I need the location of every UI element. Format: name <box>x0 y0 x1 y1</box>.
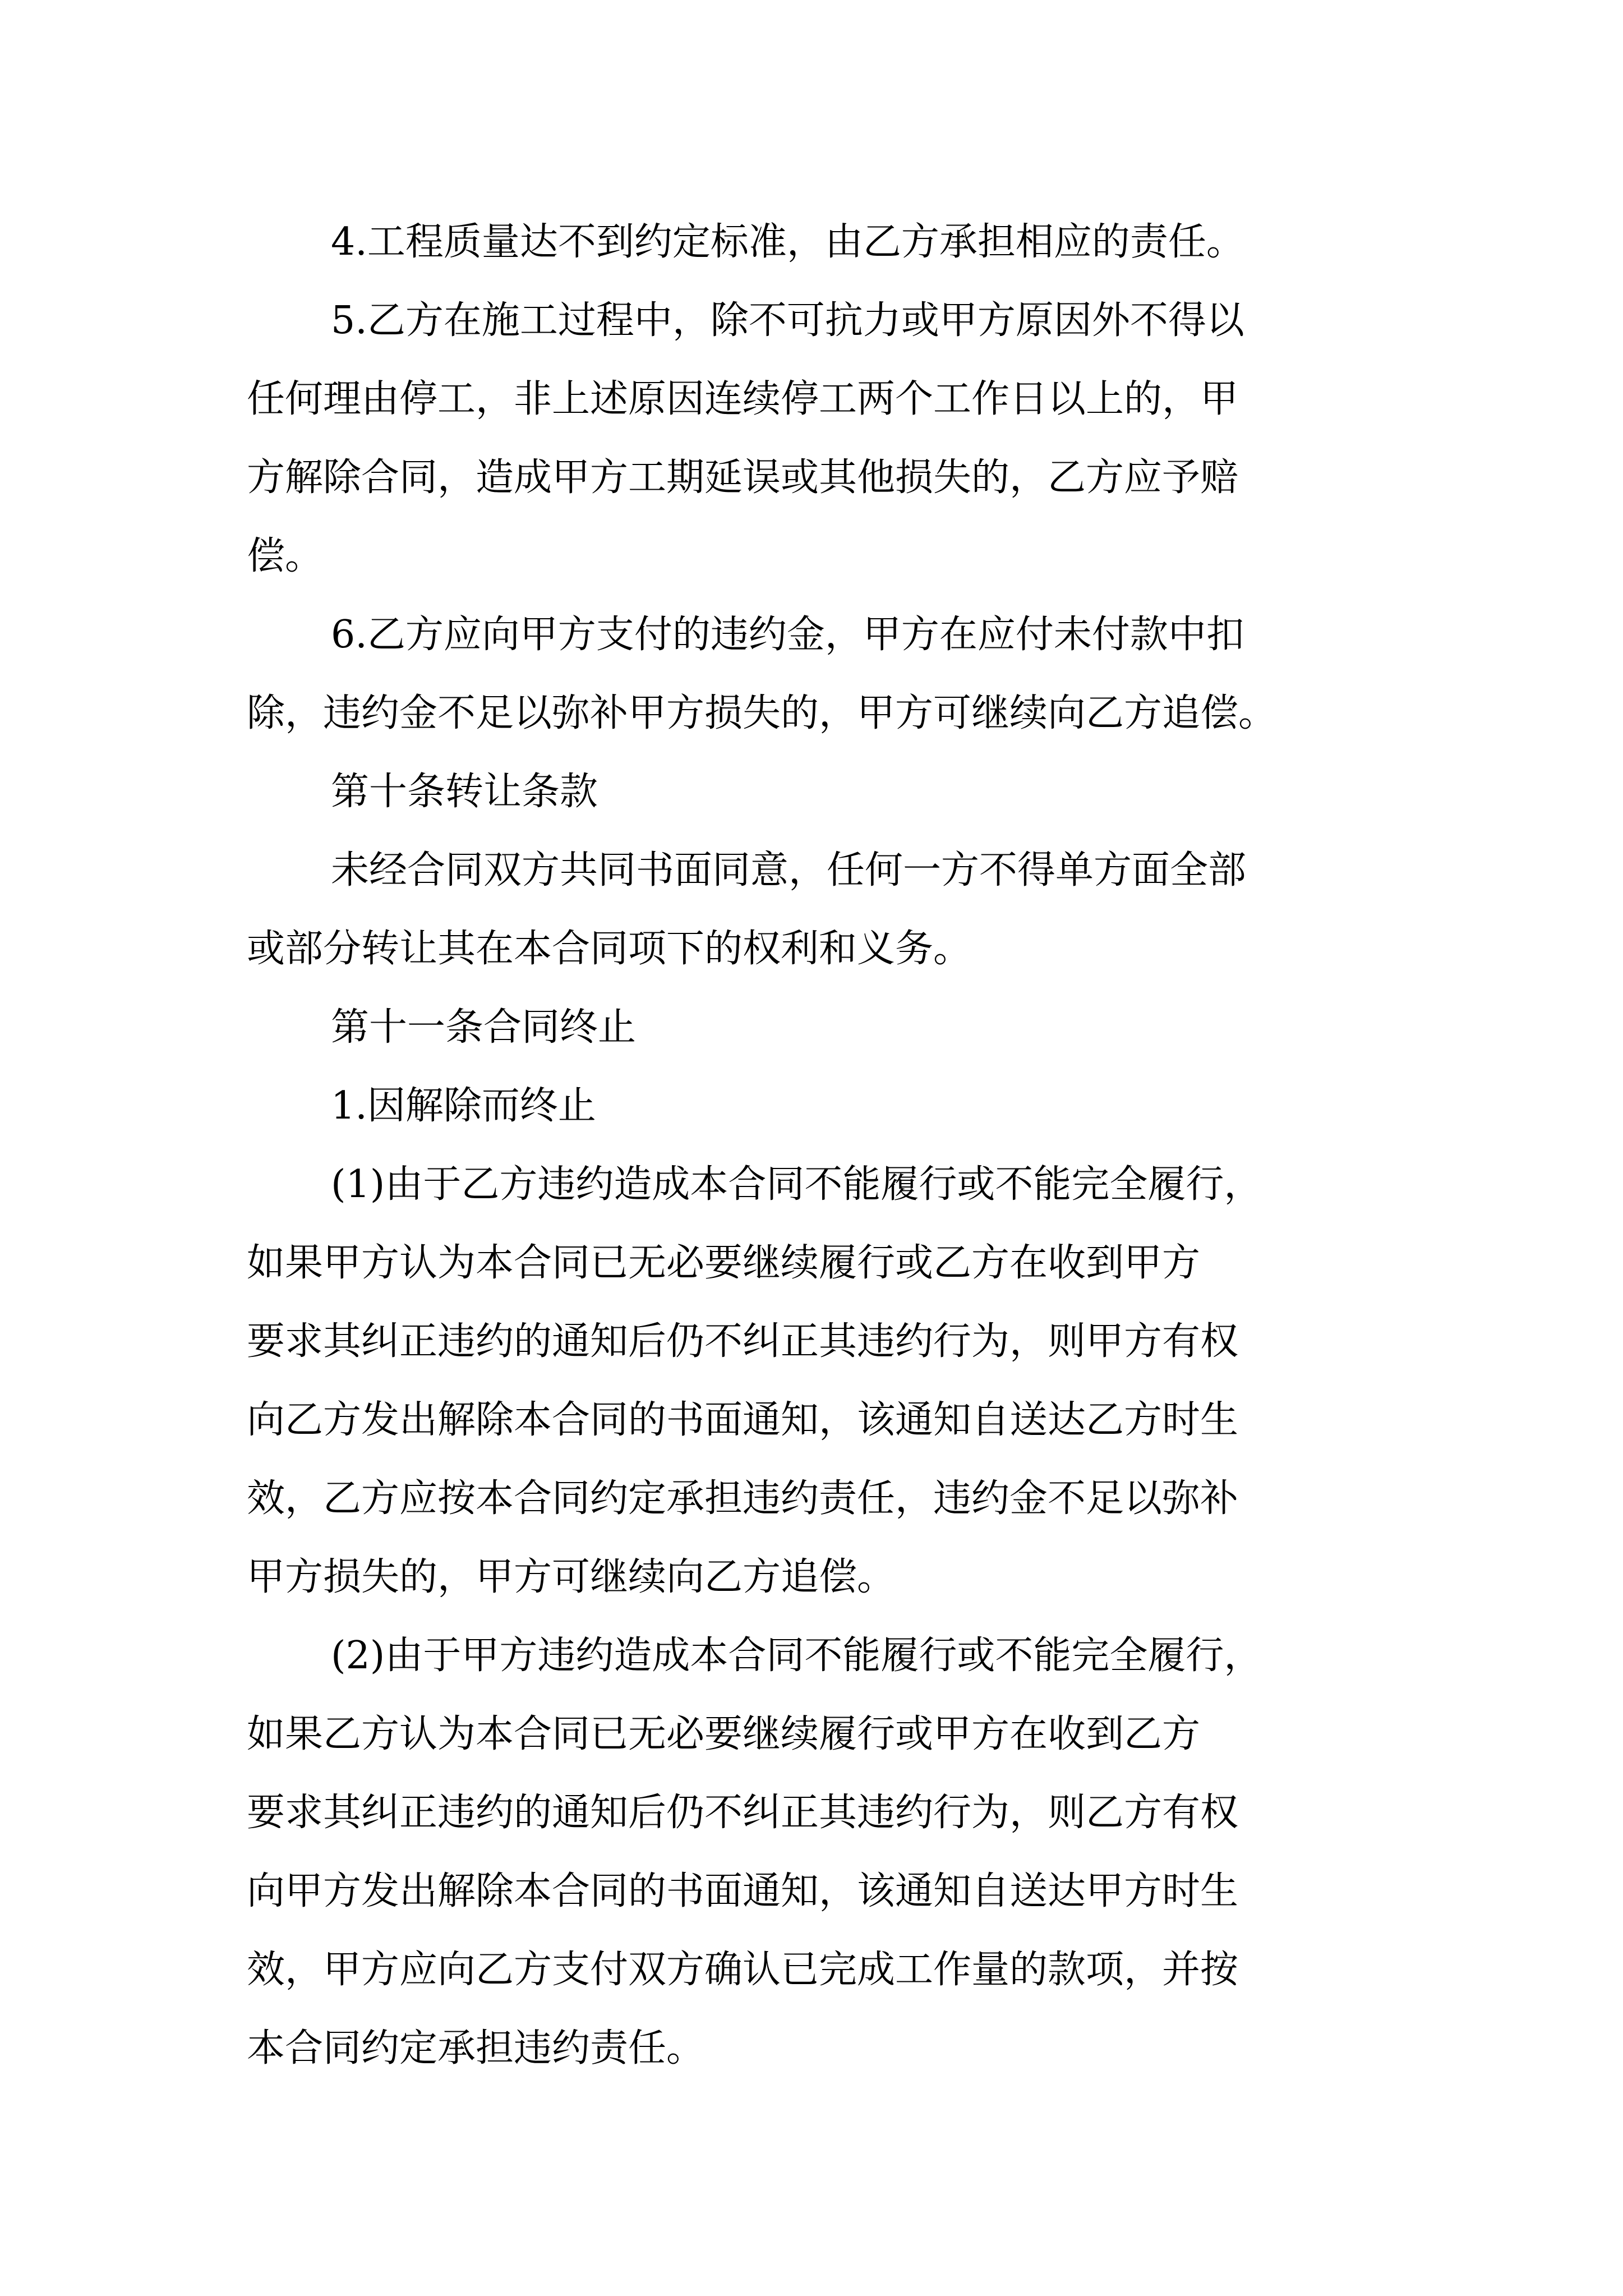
text-line: 如果甲方认为本合同已无必要继续履行或乙方在收到甲方 <box>247 1241 1201 1285</box>
text-line: 或部分转让其在本合同项下的权利和义务。 <box>247 927 972 971</box>
text-line: 向乙方发出解除本合同的书面通知，该通知自送达乙方时生 <box>247 1398 1239 1442</box>
text-line: 效，甲方应向乙方支付双方确认已完成工作量的款项，并按 <box>247 1948 1239 1992</box>
text-line: 方解除合同，造成甲方工期延误或其他损失的，乙方应予赔 <box>247 455 1239 500</box>
text-line: (2)由于甲方违约造成本合同不能履行或不能完全履行， <box>331 1634 1262 1678</box>
text-line: 6.乙方应向甲方支付的违约金，甲方在应付未付款中扣 <box>331 613 1244 657</box>
text-line: 如果乙方认为本合同已无必要继续履行或甲方在收到乙方 <box>247 1712 1201 1756</box>
subsection-heading: 1.因解除而终止 <box>331 1084 596 1128</box>
text-line: 4.工程质量达不到约定标准，由乙方承担相应的责任。 <box>331 220 1244 264</box>
text-line: 未经合同双方共同书面同意，任何一方不得单方面全部 <box>331 848 1247 892</box>
text-line: 本合同约定承担违约责任。 <box>247 2026 705 2070</box>
text-line: 任何理由停工，非上述原因连续停工两个工作日以上的，甲 <box>247 377 1239 421</box>
text-line: 向甲方发出解除本合同的书面通知，该通知自送达甲方时生 <box>247 1869 1239 1913</box>
text-line: 效，乙方应按本合同约定承担违约责任，违约金不足以弥补 <box>247 1476 1239 1521</box>
section-heading: 第十一条合同终止 <box>331 1005 637 1050</box>
text-line: 5.乙方在施工过程中，除不可抗力或甲方原因外不得以 <box>331 298 1244 343</box>
text-line: 要求其纠正违约的通知后仍不纠正其违约行为，则甲方有权 <box>247 1319 1239 1364</box>
text-line: 甲方损失的，甲方可继续向乙方追偿。 <box>247 1555 896 1599</box>
text-line: 除，违约金不足以弥补甲方损失的，甲方可继续向乙方追偿。 <box>247 691 1277 735</box>
section-heading: 第十条转让条款 <box>331 770 598 814</box>
text-line: 偿。 <box>247 534 324 578</box>
text-line: 要求其纠正违约的通知后仍不纠正其违约行为，则乙方有权 <box>247 1791 1239 1835</box>
text-line: (1)由于乙方违约造成本合同不能履行或不能完全履行， <box>331 1162 1262 1207</box>
